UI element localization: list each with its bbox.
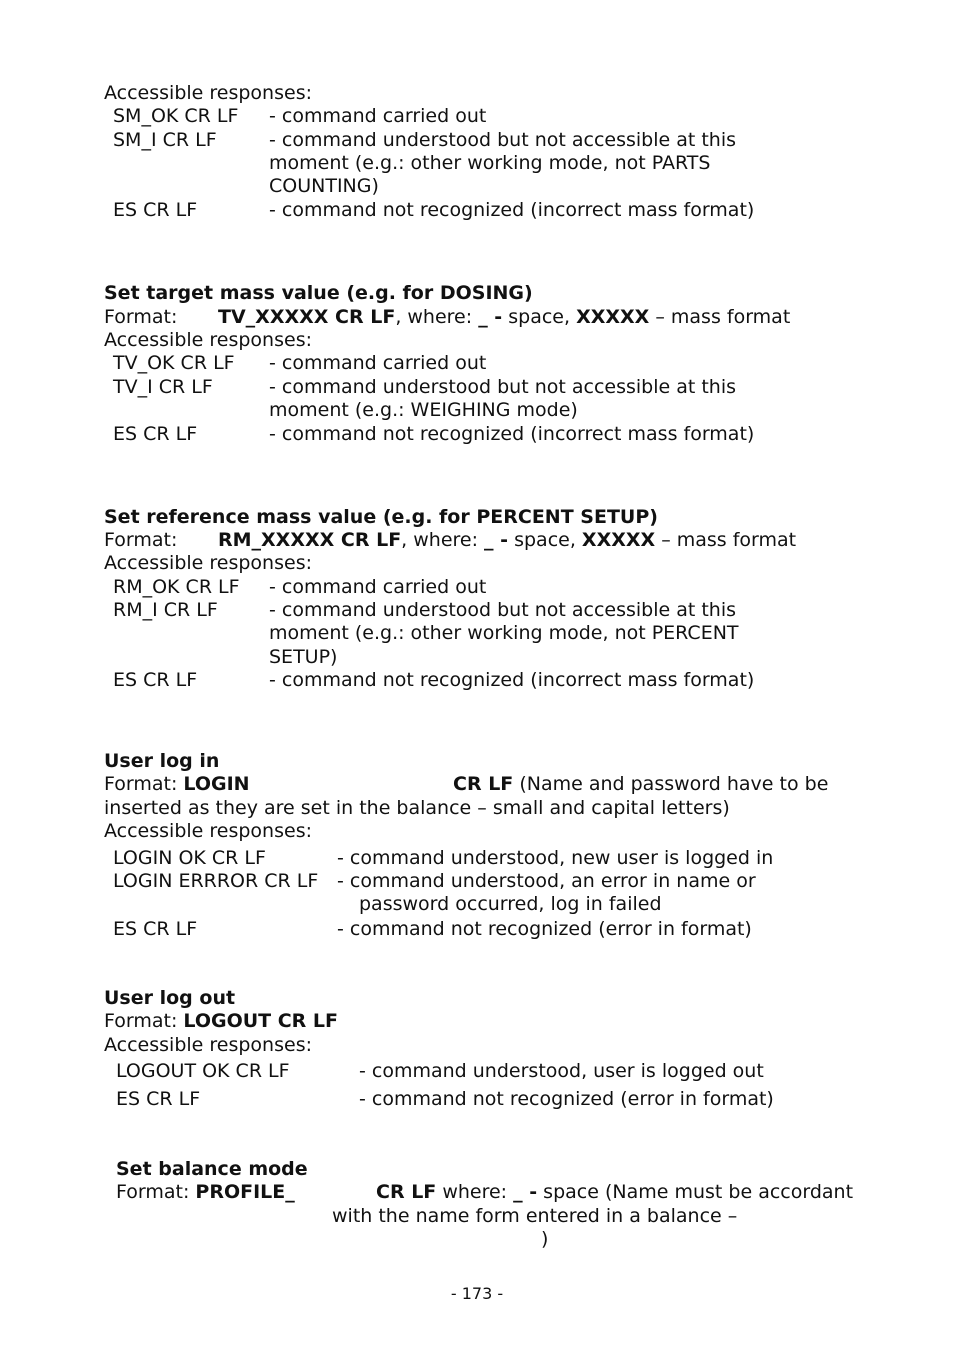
format-note: with the name form entered in a balance – (332, 1205, 738, 1227)
response-code: SM_I CR LF (113, 129, 217, 151)
section-heading: Set target mass value (e.g. for DOSING) (104, 282, 533, 304)
page-number: - 173 - (450, 1284, 504, 1303)
response-code: LOGIN ERRROR CR LF (113, 870, 319, 892)
section-heading: Set reference mass value (e.g. for PERCENT SETUP) (104, 506, 658, 528)
response-code: LOGOUT OK CR LF (116, 1060, 290, 1082)
response-description: SETUP) (269, 646, 338, 668)
crlf-suffix: CR LF (376, 1181, 437, 1203)
response-description: - command not recognized (error in format) (359, 1088, 774, 1110)
space-symbol: _ - (478, 306, 503, 328)
section-heading: Set balance mode (116, 1158, 308, 1180)
response-description: - command understood, user is logged out (359, 1060, 764, 1082)
response-code: RM_OK CR LF (113, 576, 240, 598)
response-description: - command understood, an error in name or (337, 870, 756, 892)
accessible-responses-label: Accessible responses: (104, 82, 312, 104)
response-code: ES CR LF (116, 1088, 201, 1110)
format-line (218, 529, 796, 552)
response-description: COUNTING) (269, 175, 379, 197)
accessible-responses-label: Accessible responses: (104, 552, 312, 574)
format-line-tail (453, 773, 828, 796)
response-description: password occurred, log in failed (359, 893, 662, 915)
response-description: - command understood, new user is logged in (337, 847, 774, 869)
section-heading: User log in (104, 750, 220, 772)
command-syntax: LOGOUT CR LF (183, 1010, 339, 1032)
response-code: ES CR LF (113, 918, 198, 940)
response-description: - command carried out (269, 576, 487, 598)
section-heading: User log out (104, 987, 236, 1009)
response-description: - command understood but not accessible at this (269, 599, 737, 621)
response-description: moment (e.g.: other working mode, not PARTS (269, 152, 711, 174)
response-description: - command understood but not accessible at this (269, 129, 737, 151)
format-label: Format: (116, 1181, 196, 1203)
format-label: Format: (104, 773, 184, 795)
format-space: space, (508, 529, 582, 551)
response-code: LOGIN OK CR LF (113, 847, 266, 869)
format-label: Format: (104, 1010, 184, 1032)
response-code: ES CR LF (113, 669, 198, 691)
format-where: , where: (395, 306, 479, 328)
format-line-tail (376, 1181, 853, 1204)
accessible-responses-label: Accessible responses: (104, 820, 312, 842)
response-code: SM_OK CR LF (113, 105, 239, 127)
format-note: space (Name must be accordant (537, 1181, 854, 1203)
format-label: Format: (104, 306, 178, 328)
command-syntax: TV_XXXXX CR LF (218, 306, 396, 328)
accessible-responses-label: Accessible responses: (104, 329, 312, 351)
response-description: - command carried out (269, 352, 487, 374)
format-space: space, (502, 306, 577, 328)
format-line (218, 306, 790, 329)
response-code: ES CR LF (113, 423, 198, 445)
format-rest: – mass format (655, 529, 797, 551)
command-syntax: RM_XXXXX CR LF (218, 529, 402, 551)
format-where: where: (436, 1181, 514, 1203)
mass-placeholder: XXXXX (576, 306, 650, 328)
space-symbol: _ - (513, 1181, 538, 1203)
format-note: (Name and password have to be (513, 773, 829, 795)
format-rest: – mass format (649, 306, 791, 328)
response-code: TV_I CR LF (113, 376, 213, 398)
format-label: Format: (104, 529, 178, 551)
response-description: - command not recognized (incorrect mass format) (269, 423, 755, 445)
response-description: moment (e.g.: WEIGHING mode) (269, 399, 578, 421)
crlf-suffix: CR LF (453, 773, 514, 795)
accessible-responses-label: Accessible responses: (104, 1034, 312, 1056)
format-line (116, 1181, 295, 1204)
format-note: inserted as they are set in the balance – small and capital letters) (104, 797, 730, 819)
response-description: - command not recognized (incorrect mass format) (269, 199, 755, 221)
mass-placeholder: XXXXX (581, 529, 656, 551)
response-description: - command carried out (269, 105, 487, 127)
response-code: TV_OK CR LF (113, 352, 235, 374)
format-line (104, 1010, 338, 1033)
format-where: , where: (401, 529, 485, 551)
command-syntax: LOGIN (183, 773, 250, 795)
format-line (104, 773, 250, 796)
format-note: ) (541, 1228, 549, 1250)
response-description: moment (e.g.: other working mode, not PERCENT (269, 622, 739, 644)
space-symbol: _ - (484, 529, 509, 551)
response-description: - command understood but not accessible at this (269, 376, 737, 398)
response-code: ES CR LF (113, 199, 198, 221)
response-code: RM_I CR LF (113, 599, 218, 621)
command-syntax: PROFILE_ (195, 1181, 295, 1203)
response-description: - command not recognized (error in format) (337, 918, 752, 940)
response-description: - command not recognized (incorrect mass format) (269, 669, 755, 691)
